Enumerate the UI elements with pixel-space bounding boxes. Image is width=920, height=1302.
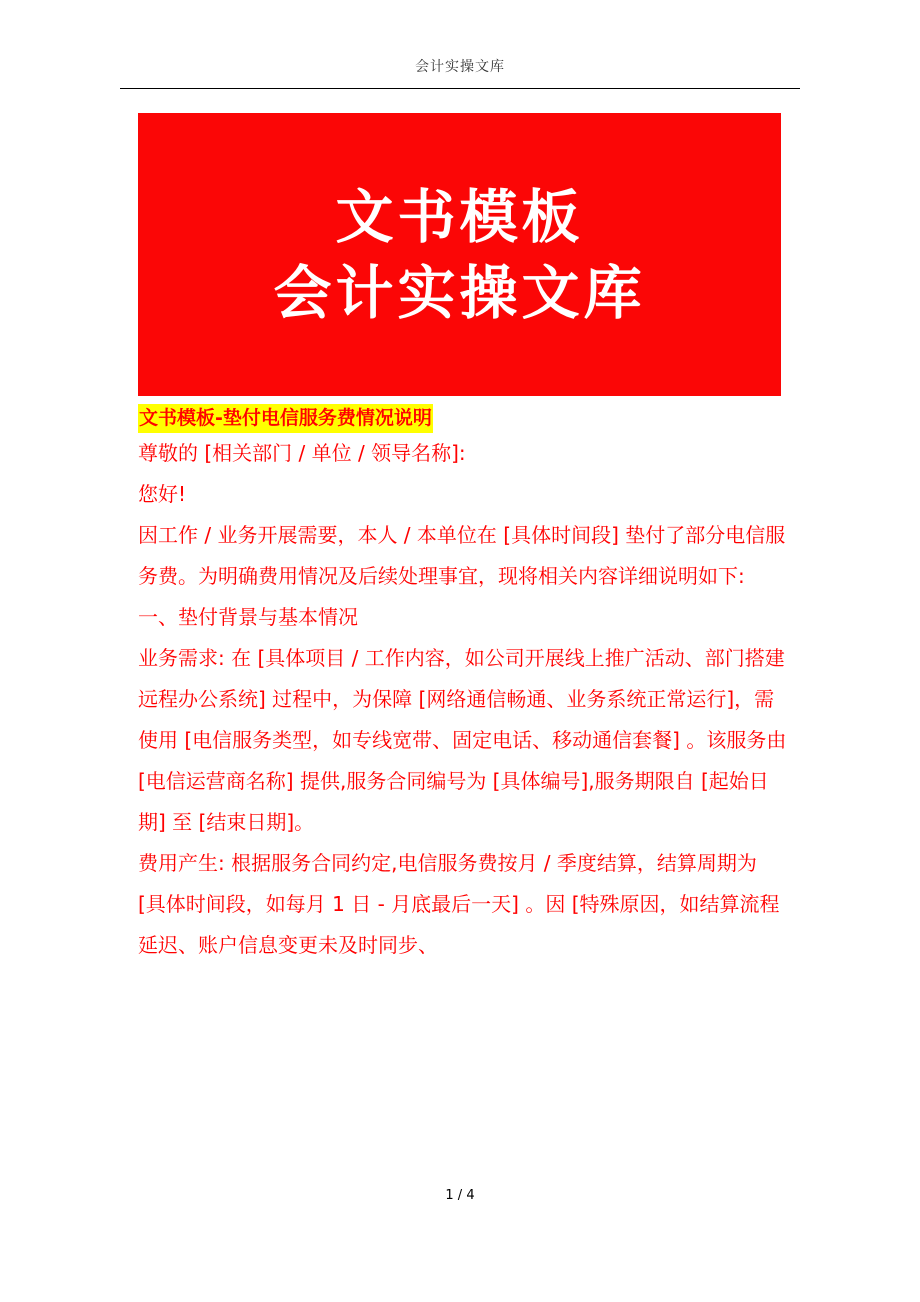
cover-banner [138,113,781,396]
paragraph-greeting: 您好! [138,482,187,506]
header-divider [120,88,800,89]
document-body [138,404,793,966]
page-footer: 1 / 4 [445,1188,475,1203]
page-header: 会计实操文库 [415,59,505,75]
paragraph-section-heading-1: 一、垫付背景与基本情况 [138,605,358,629]
paragraph-fee-origin: 费用产生: 根据服务合同约定,电信服务费按月 / 季度结算，结算周期为 [具体时间段，如每月 1 日 - 月底最后一天] 。因 [特殊原因，如结算流程延迟、账户信息变更未及时同步、 [138,851,780,957]
document-title-wrapper [138,404,790,433]
paragraph-intro: 因工作 / 业务开展需要，本人 / 本单位在 [具体时间段] 垫付了部分电信服务费。为明确费用情况及后续处理事宜，现将相关内容详细说明如下: [138,523,786,588]
banner-title-line-2: 会计实操文库 [273,258,646,327]
paragraph-salutation: 尊敬的 [相关部门 / 单位 / 领导名称]: [138,441,466,465]
banner-title-line-1: 文书模板 [335,182,584,251]
document-title: 文书模板-垫付电信服务费情况说明 [138,404,433,433]
paragraph-business-need: 业务需求: 在 [具体项目 / 工作内容，如公司开展线上推广活动、部门搭建远程办公系统] 过程中，为保障 [网络通信畅通、业务系统正常运行]，需使用 [电信服务类型，如专线宽带、固定电话、移动通信套餐] 。该服务由 [电信运营商名称] 提供,服务合同编号为 [具体编号],服务期限自 [起始日期] 至 [结束日期]。 [138,646,793,834]
